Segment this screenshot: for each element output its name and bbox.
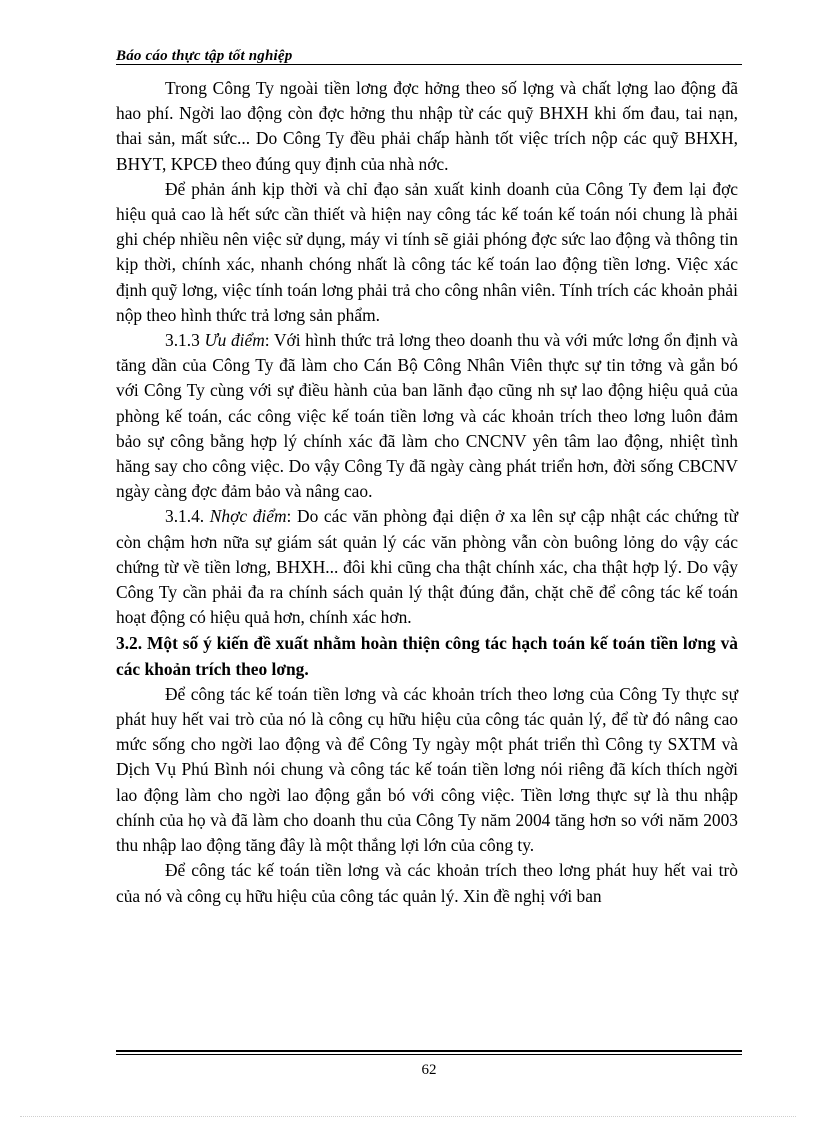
paragraph-5: Để công tác kế toán tiền lơng và các khoản trích theo lơng của Công Ty thực sự phát huy hết vai trò của nó là công cụ hữu hiệu của công tác quản lý, để từ đó nâng cao mức sống cho ngời lao động và để Công Ty ngày một phát triển thì Công ty SXTM và Dịch Vụ Phú Bình nói chung và công tác kế toán tiền lơng nói riêng đã kích thích ngời lao động làm cho ngời lao động gắn bó với công việc. Tiền lơng thực sự là thu nhập chính của họ và đã làm cho doanh thu của Công Ty năm 2004 tăng hơn so với năm 2003 thu nhập lao động tăng đây là một thắng lợi lớn của công ty. <box>116 683 738 856</box>
header-title: Báo cáo thực tập tốt nghiệp <box>116 48 293 64</box>
advantages-label: Ưu điểm <box>204 330 265 351</box>
page-header <box>116 46 742 68</box>
footer-rule-thick <box>116 1050 742 1052</box>
footer-rule-thin <box>116 1054 742 1055</box>
page-footer <box>116 1050 742 1090</box>
disadvantages-text: : Do các văn phòng đại diện ở xa lên sự cập nhật các chứng từ còn chậm hơn nữa sự giám sát quản lý các văn phòng vẫn còn buông lỏng do vậy các chứng từ về tiền lơng, BHXH... đôi khi cũng cha thật chính xác, cha thật hợp lý. Do vậy Công Ty cần phải đa ra chính sách quản lý thật đúng đắn, chặt chẽ để công tác kế toán hoạt động có hiệu quả hơn, chính xác hơn. <box>116 506 738 628</box>
disadvantages-label: Nhợc điểm <box>209 506 287 527</box>
page-number: 62 <box>421 1062 437 1078</box>
advantages-text: : Với hình thức trả lơng theo doanh thu và với mức lơng ổn định và tăng dần của Công Ty đã làm cho Cán Bộ Công Nhân Viên thực sự tin tởng và gắn bó với Công Ty cùng với sự điều hành của ban lãnh đạo cũng nh sự lao động hiệu quả của phòng kế toán, các công việc kế toán tiền lơng và các khoản trích theo lơng luôn đảm bảo sự công bằng hợp lý chính xác đã làm cho CNCNV yên tâm lao động, nhiệt tình hăng say cho công việc. Do vậy Công Ty đã ngày càng phát triển hơn, đời sống CBCNV ngày càng đợc đảm bảo và nâng cao. <box>116 330 738 502</box>
paragraph-disadvantages <box>116 504 738 630</box>
paragraph-6: Để công tác kế toán tiền lơng và các khoản trích theo lơng phát huy hết vai trò của nó và công cụ hữu hiệu của công tác quản lý. Xin đề nghị với ban <box>116 860 738 906</box>
section-number-3-1-4: 3.1.4. <box>165 506 210 527</box>
section-heading-3-2: 3.2. Một số ý kiến đề xuất nhằm hoàn thiện công tác hạch toán kế toán tiền lơng và các khoản trích theo lơng. <box>116 633 738 679</box>
paragraph-2: Để phản ánh kịp thời và chỉ đạo sản xuất kinh doanh của Công Ty đem lại đợc hiệu quả cao là hết sức cần thiết và hiện nay công tác kế toán kế toán nói chung là phải ghi chép nhiều nên việc sử dụng, máy vi tính sẽ giải phóng đợc sức lao động và thông tin kịp thời, chính xác, nhanh chóng nhất là công tác kế toán lao động tiền lơng. Việc xác định quỹ lơng, việc tính toán lơng phải trả cho công nhân viên. Tính trích các khoản phải nộp theo hình thức trả lơng sản phẩm. <box>116 178 738 325</box>
paragraph-1: Trong Công Ty ngoài tiền lơng đợc hởng theo số lợng và chất lợng lao động đã hao phí. Ngời lao động còn đợc hởng thu nhập từ các quỹ BHXH khi ốm đau, tai nạn, thai sản, mất sức... Do Công Ty đều phải chấp hành tốt việc trích nộp các quỹ BHXH, BHYT, KPCĐ theo đúng quy định của nhà nớc. <box>116 78 738 174</box>
header-rule <box>116 64 742 65</box>
page-edge-divider <box>20 1116 796 1117</box>
body-text <box>116 76 738 909</box>
paragraph-advantages <box>116 328 738 504</box>
section-number-3-1-3: 3.1.3 <box>165 330 205 351</box>
